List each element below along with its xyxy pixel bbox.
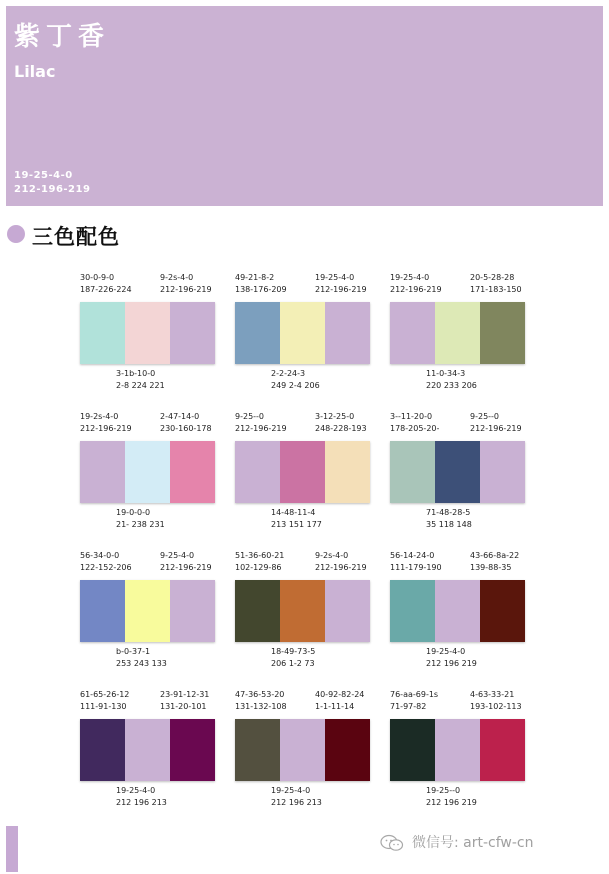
color-swatch bbox=[125, 441, 170, 503]
left-cmyk-label: 51-36-60-21 bbox=[235, 551, 285, 560]
color-swatch bbox=[280, 302, 325, 364]
color-swatch bbox=[480, 302, 525, 364]
left-rgb-label: 111-179-190 bbox=[390, 563, 442, 572]
color-swatch bbox=[125, 580, 170, 642]
left-cmyk-label: 3--11-20-0 bbox=[390, 412, 433, 421]
swatch-strip bbox=[80, 580, 215, 642]
swatch-strip bbox=[390, 580, 525, 642]
cmyk-code: 19-25-4-0 bbox=[14, 170, 73, 181]
left-rgb-label: 212-196-219 bbox=[390, 285, 442, 294]
right-cmyk-label: 9-2s-4-0 bbox=[315, 551, 349, 560]
right-rgb-label: 212-196-219 bbox=[315, 563, 367, 572]
color-combo-card bbox=[80, 550, 215, 680]
left-cmyk-label: 56-34-0-0 bbox=[80, 551, 120, 560]
middle-rgb-label: 220 233 206 bbox=[426, 381, 477, 390]
swatch-strip bbox=[390, 719, 525, 781]
color-swatch bbox=[125, 719, 170, 781]
color-swatch bbox=[280, 441, 325, 503]
color-swatch bbox=[325, 441, 370, 503]
left-rgb-label: 131-132-108 bbox=[235, 702, 287, 711]
color-swatch bbox=[325, 580, 370, 642]
color-swatch bbox=[125, 302, 170, 364]
color-combo-card bbox=[235, 550, 370, 680]
color-combo-card bbox=[80, 689, 215, 819]
color-swatch bbox=[435, 302, 480, 364]
color-combo-card bbox=[390, 272, 525, 402]
left-rgb-label: 71-97-82 bbox=[390, 702, 427, 711]
color-swatch bbox=[435, 580, 480, 642]
left-rgb-label: 122-152-206 bbox=[80, 563, 132, 572]
middle-rgb-label: 206 1-2 73 bbox=[271, 659, 315, 668]
left-cmyk-label: 47-36-53-20 bbox=[235, 690, 285, 699]
right-cmyk-label: 43-66-8a-22 bbox=[470, 551, 520, 560]
swatch-strip bbox=[235, 441, 370, 503]
color-swatch bbox=[480, 580, 525, 642]
color-swatch bbox=[235, 719, 280, 781]
color-swatch bbox=[480, 719, 525, 781]
color-combo-card bbox=[390, 550, 525, 680]
left-cmyk-label: 30-0-9-0 bbox=[80, 273, 115, 282]
right-cmyk-label: 23-91-12-31 bbox=[160, 690, 210, 699]
color-swatch bbox=[280, 719, 325, 781]
left-rgb-label: 138-176-209 bbox=[235, 285, 287, 294]
left-rgb-label: 187-226-224 bbox=[80, 285, 132, 294]
right-cmyk-label: 40-92-82-24 bbox=[315, 690, 365, 699]
color-swatch bbox=[170, 302, 215, 364]
color-swatch bbox=[80, 441, 125, 503]
right-cmyk-label: 3-12-25-0 bbox=[315, 412, 355, 421]
middle-cmyk-label: 19-25-4-0 bbox=[271, 786, 311, 795]
color-swatch bbox=[390, 719, 435, 781]
section-title: 三色配色 bbox=[32, 225, 120, 249]
color-combo-card bbox=[390, 689, 525, 819]
right-rgb-label: 248-228-193 bbox=[315, 424, 367, 433]
color-swatch bbox=[235, 441, 280, 503]
wechat-icon bbox=[380, 834, 404, 852]
swatch-strip bbox=[235, 302, 370, 364]
watermark-text: 微信号: art-cfw-cn bbox=[412, 835, 534, 851]
color-title-english: Lilac bbox=[14, 62, 56, 81]
middle-cmyk-label: 19-25-4-0 bbox=[426, 647, 466, 656]
color-swatch bbox=[435, 719, 480, 781]
middle-rgb-label: 212 196 213 bbox=[271, 798, 322, 807]
swatch-strip bbox=[80, 441, 215, 503]
middle-cmyk-label: 3-1b-10-0 bbox=[116, 369, 156, 378]
right-cmyk-label: 9-25-4-0 bbox=[160, 551, 195, 560]
middle-cmyk-label: b-0-37-1 bbox=[116, 647, 151, 656]
swatch-strip bbox=[235, 719, 370, 781]
middle-rgb-label: 249 2-4 206 bbox=[271, 381, 320, 390]
rgb-code: 212-196-219 bbox=[14, 184, 91, 195]
color-swatch bbox=[170, 441, 215, 503]
right-cmyk-label: 9-25--0 bbox=[470, 412, 500, 421]
left-cmyk-label: 56-14-24-0 bbox=[390, 551, 435, 560]
right-rgb-label: 171-183-150 bbox=[470, 285, 522, 294]
color-swatch bbox=[325, 719, 370, 781]
swatch-strip bbox=[390, 441, 525, 503]
middle-cmyk-label: 71-48-28-5 bbox=[426, 508, 471, 517]
color-swatch bbox=[235, 580, 280, 642]
color-title-chinese: 紫丁香 bbox=[14, 22, 111, 52]
right-rgb-label: 212-196-219 bbox=[470, 424, 522, 433]
middle-rgb-label: 212 196 213 bbox=[116, 798, 167, 807]
swatch-strip bbox=[80, 302, 215, 364]
middle-rgb-label: 212 196 219 bbox=[426, 659, 477, 668]
middle-rgb-label: 253 243 133 bbox=[116, 659, 167, 668]
color-swatch bbox=[435, 441, 480, 503]
right-rgb-label: 139-88-35 bbox=[470, 563, 512, 572]
middle-cmyk-label: 19-25-4-0 bbox=[116, 786, 156, 795]
left-cmyk-label: 19-2s-4-0 bbox=[80, 412, 119, 421]
middle-rgb-label: 21- 238 231 bbox=[116, 520, 165, 529]
right-cmyk-label: 9-2s-4-0 bbox=[160, 273, 194, 282]
left-rgb-label: 212-196-219 bbox=[235, 424, 287, 433]
color-swatch bbox=[80, 302, 125, 364]
left-rgb-label: 212-196-219 bbox=[80, 424, 132, 433]
color-swatch bbox=[170, 580, 215, 642]
left-cmyk-label: 19-25-4-0 bbox=[390, 273, 430, 282]
color-combo-card bbox=[235, 411, 370, 541]
middle-cmyk-label: 19-25--0 bbox=[426, 786, 461, 795]
color-swatch bbox=[390, 302, 435, 364]
middle-rgb-label: 35 118 148 bbox=[426, 520, 472, 529]
right-rgb-label: 212-196-219 bbox=[160, 285, 212, 294]
color-header-banner bbox=[6, 6, 603, 206]
color-combo-card bbox=[80, 272, 215, 402]
right-cmyk-label: 20-5-28-28 bbox=[470, 273, 515, 282]
right-rgb-label: 131-20-101 bbox=[160, 702, 207, 711]
right-cmyk-label: 19-25-4-0 bbox=[315, 273, 355, 282]
bottom-accent-bar bbox=[6, 826, 18, 872]
middle-rgb-label: 2-8 224 221 bbox=[116, 381, 165, 390]
color-swatch bbox=[280, 580, 325, 642]
middle-rgb-label: 212 196 219 bbox=[426, 798, 477, 807]
left-cmyk-label: 49-21-8-2 bbox=[235, 273, 275, 282]
right-rgb-label: 212-196-219 bbox=[160, 563, 212, 572]
color-combo-card bbox=[390, 411, 525, 541]
color-swatch bbox=[170, 719, 215, 781]
color-swatch bbox=[325, 302, 370, 364]
swatch-strip bbox=[390, 302, 525, 364]
color-swatch bbox=[390, 441, 435, 503]
color-swatch bbox=[390, 580, 435, 642]
color-swatch bbox=[480, 441, 525, 503]
right-rgb-label: 1-1-11-14 bbox=[315, 702, 355, 711]
color-swatch bbox=[80, 580, 125, 642]
color-combo-card bbox=[235, 272, 370, 402]
middle-cmyk-label: 18-49-73-5 bbox=[271, 647, 316, 656]
middle-rgb-label: 213 151 177 bbox=[271, 520, 322, 529]
left-cmyk-label: 76-aa-69-1s bbox=[390, 690, 439, 699]
left-cmyk-label: 9-25--0 bbox=[235, 412, 265, 421]
left-rgb-label: 102-129-86 bbox=[235, 563, 282, 572]
swatch-strip bbox=[80, 719, 215, 781]
right-cmyk-label: 4-63-33-21 bbox=[470, 690, 515, 699]
color-swatch bbox=[235, 302, 280, 364]
color-swatch bbox=[80, 719, 125, 781]
right-rgb-label: 230-160-178 bbox=[160, 424, 212, 433]
middle-cmyk-label: 19-0-0-0 bbox=[116, 508, 151, 517]
left-rgb-label: 111-91-130 bbox=[80, 702, 127, 711]
swatch-strip bbox=[235, 580, 370, 642]
middle-cmyk-label: 11-0-34-3 bbox=[426, 369, 466, 378]
middle-cmyk-label: 14-48-11-4 bbox=[271, 508, 316, 517]
color-combo-card bbox=[80, 411, 215, 541]
middle-cmyk-label: 2-2-24-3 bbox=[271, 369, 306, 378]
right-rgb-label: 193-102-113 bbox=[470, 702, 522, 711]
color-combo-card bbox=[235, 689, 370, 819]
right-rgb-label: 212-196-219 bbox=[315, 285, 367, 294]
left-cmyk-label: 61-65-26-12 bbox=[80, 690, 130, 699]
right-cmyk-label: 2-47-14-0 bbox=[160, 412, 200, 421]
left-rgb-label: 178-205-20- bbox=[390, 424, 440, 433]
section-bullet-icon bbox=[7, 225, 25, 243]
